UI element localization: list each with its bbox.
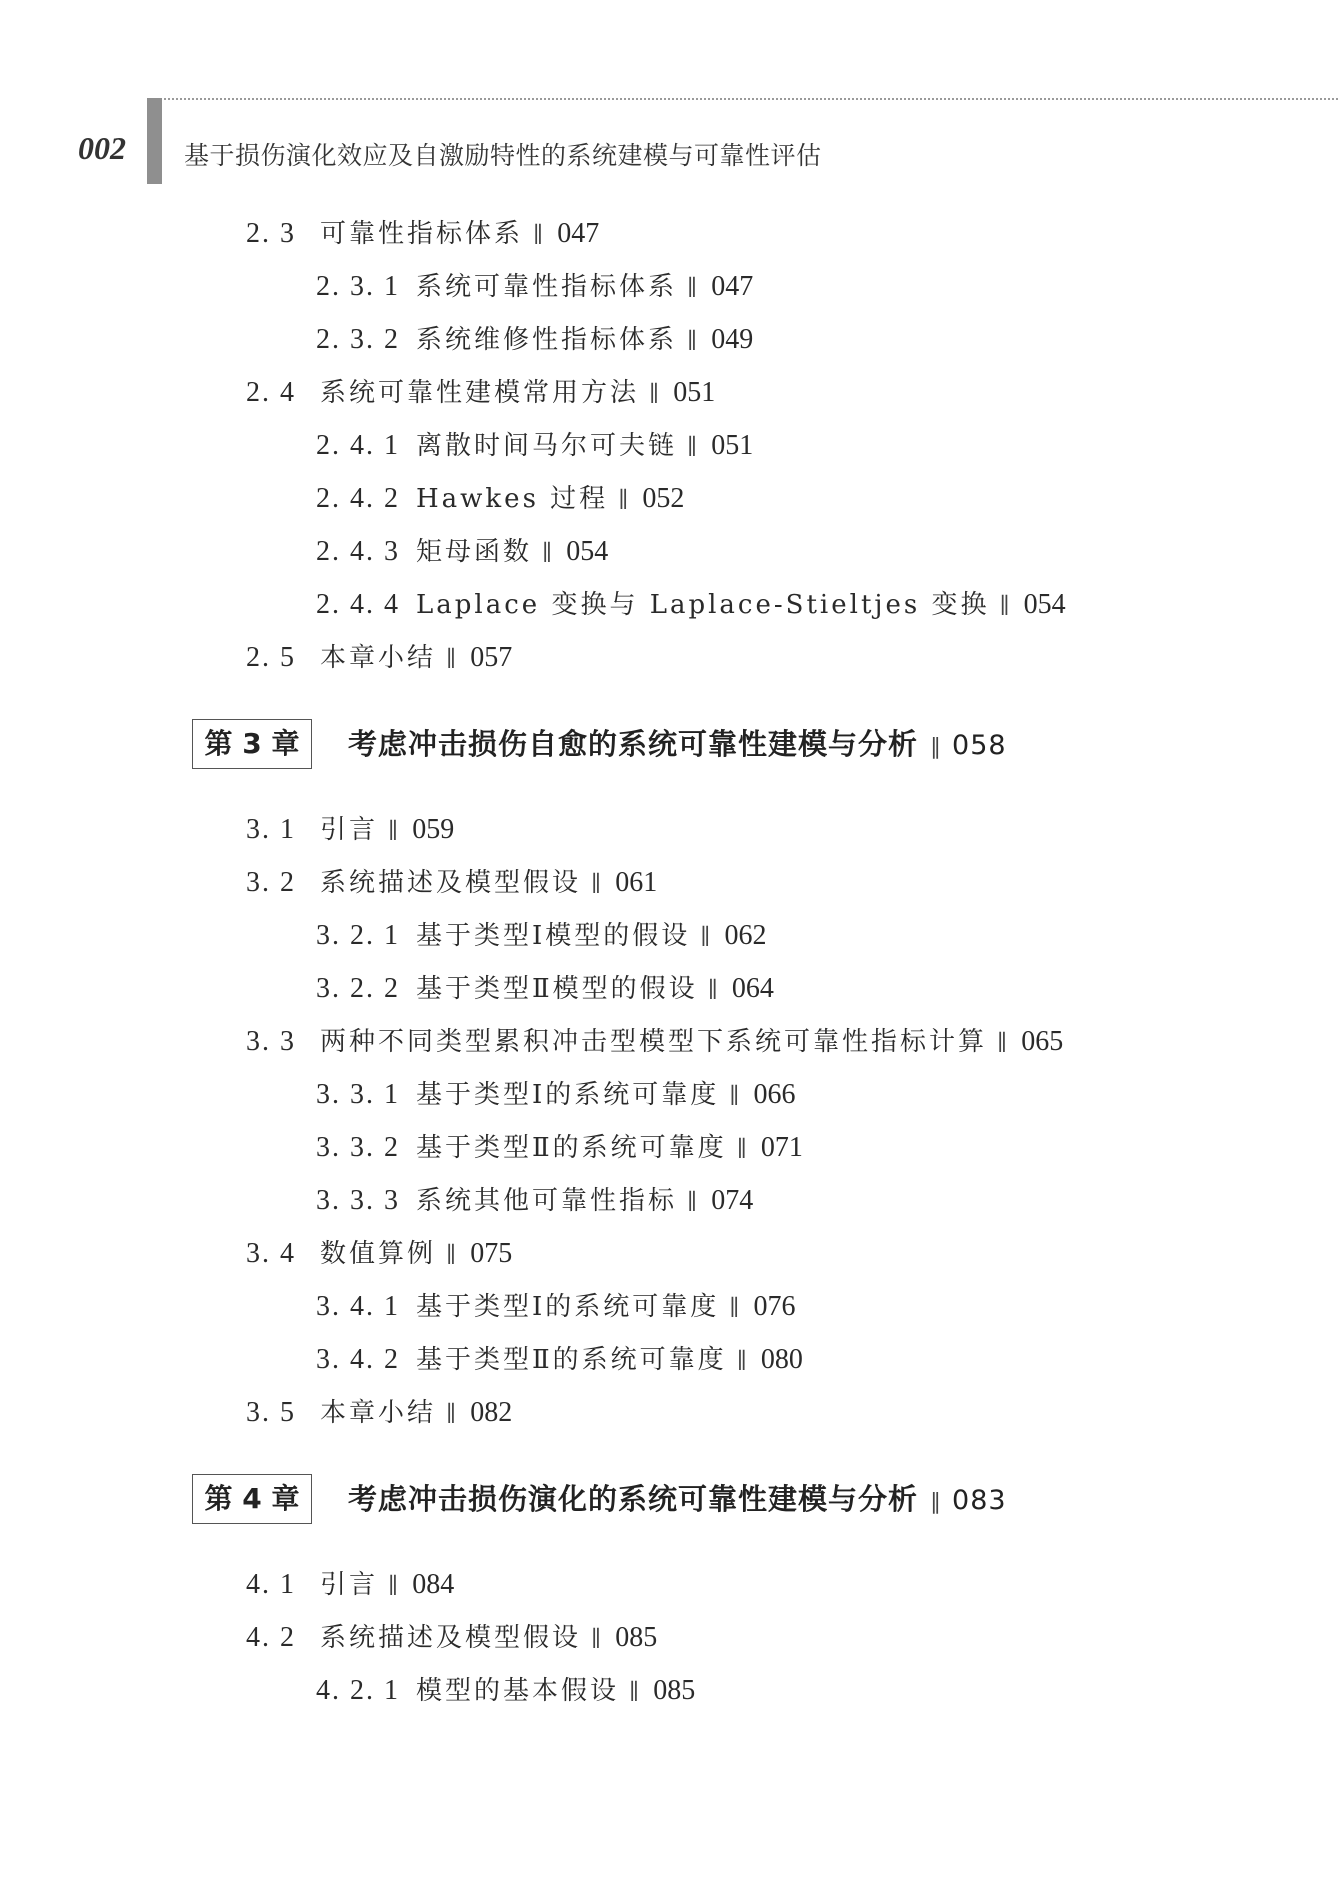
entry-title: 系统其他可靠性指标 — [416, 1186, 678, 1216]
separator: ∥ — [687, 1190, 698, 1215]
entry-title: 引言 — [320, 815, 379, 845]
entry-page: 052 — [642, 483, 685, 514]
entry-number: 4. 2 — [246, 1622, 296, 1653]
toc-entry-subsection[interactable] — [316, 532, 608, 572]
entry-page: 075 — [470, 1238, 513, 1269]
separator: ∥ — [446, 1402, 457, 1427]
entry-number: 3. 4 — [246, 1238, 296, 1269]
entry-page: 066 — [753, 1079, 796, 1110]
toc-entry-subsection[interactable] — [316, 267, 753, 307]
chapter-title: 考虑冲击损伤演化的系统可靠性建模与分析 — [348, 1482, 919, 1516]
entry-page: 049 — [711, 324, 754, 355]
entry-title: 基于类型Ⅰ的系统可靠度 — [416, 1292, 720, 1322]
separator: ∥ — [999, 594, 1010, 619]
toc-entry-subsection[interactable] — [316, 1340, 803, 1380]
toc-entry-subsection[interactable] — [316, 1287, 795, 1327]
book-title: 基于损伤演化效应及自激励特性的系统建模与可靠性评估 — [184, 141, 822, 170]
entry-number: 2. 4. 3 — [316, 536, 400, 567]
toc-entry-section[interactable] — [246, 373, 715, 413]
toc-entry-subsection[interactable] — [316, 916, 766, 956]
entry-title: 系统描述及模型假设 — [320, 868, 582, 898]
entry-page: 074 — [711, 1185, 754, 1216]
entry-title: 系统可靠性建模常用方法 — [320, 378, 640, 408]
entry-page: 059 — [412, 814, 455, 845]
entry-number: 2. 4. 2 — [316, 483, 400, 514]
entry-page: 076 — [753, 1291, 796, 1322]
entry-number: 2. 5 — [246, 642, 296, 673]
entry-title: 引言 — [320, 1570, 379, 1600]
separator: ∥ — [997, 1031, 1008, 1056]
entry-page: 054 — [566, 536, 609, 567]
entry-title: 基于类型Ⅰ的系统可靠度 — [416, 1080, 720, 1110]
entry-number: 2. 3 — [246, 218, 296, 249]
entry-title: 基于类型Ⅱ的系统可靠度 — [416, 1133, 727, 1163]
toc-entry-subsection[interactable] — [316, 479, 684, 519]
entry-number: 2. 4 — [246, 377, 296, 408]
chapter-title: 考虑冲击损伤自愈的系统可靠性建模与分析 — [348, 727, 919, 761]
separator: ∥ — [930, 1490, 943, 1515]
entry-title: 模型的基本假设 — [416, 1676, 620, 1706]
entry-number: 3. 2. 2 — [316, 973, 400, 1004]
separator: ∥ — [736, 1349, 747, 1374]
entry-page: 064 — [731, 973, 774, 1004]
entry-page: 085 — [615, 1622, 658, 1653]
toc-entry-section[interactable] — [246, 1022, 1063, 1062]
entry-page: 061 — [615, 867, 658, 898]
entry-page: 084 — [412, 1569, 455, 1600]
entry-number: 4. 1 — [246, 1569, 296, 1600]
chapter-title-line — [348, 719, 1007, 773]
entry-title: 数值算例 — [320, 1239, 437, 1269]
chapter-label: 第 4 章 — [192, 1474, 312, 1524]
separator: ∥ — [446, 647, 457, 672]
entry-title: 离散时间马尔可夫链 — [416, 431, 678, 461]
separator: ∥ — [687, 329, 698, 354]
separator: ∥ — [930, 735, 943, 760]
entry-page: 062 — [724, 920, 767, 951]
entry-page: 085 — [653, 1675, 696, 1706]
entry-title: 可靠性指标体系 — [320, 219, 524, 249]
entry-number: 3. 4. 2 — [316, 1344, 400, 1375]
entry-number: 2. 4. 4 — [316, 589, 400, 620]
entry-number: 3. 3 — [246, 1026, 296, 1057]
entry-title: 基于类型Ⅱ的系统可靠度 — [416, 1345, 727, 1375]
separator: ∥ — [700, 925, 711, 950]
toc-entry-subsection[interactable] — [316, 320, 753, 360]
toc-entry-section[interactable] — [246, 863, 657, 903]
entry-page: 054 — [1023, 589, 1066, 620]
chapter-page: 058 — [952, 730, 1007, 761]
toc-entry-subsection[interactable] — [316, 1671, 695, 1711]
entry-page: 065 — [1021, 1026, 1064, 1057]
separator: ∥ — [687, 276, 698, 301]
toc-entry-subsection[interactable] — [316, 1181, 753, 1221]
chapter-title-line — [348, 1474, 1007, 1528]
entry-number: 3. 4. 1 — [316, 1291, 400, 1322]
separator: ∥ — [446, 1243, 457, 1268]
toc-entry-subsection[interactable] — [316, 426, 753, 466]
entry-page: 051 — [711, 430, 754, 461]
toc-entry-subsection[interactable] — [316, 1075, 795, 1115]
entry-title: 系统可靠性指标体系 — [416, 272, 678, 302]
toc-entry-section[interactable] — [246, 1565, 454, 1605]
entry-title: 两种不同类型累积冲击型模型下系统可靠性指标计算 — [320, 1027, 988, 1057]
entry-page: 082 — [470, 1397, 513, 1428]
entry-number: 3. 2 — [246, 867, 296, 898]
entry-number: 3. 3. 2 — [316, 1132, 400, 1163]
separator: ∥ — [542, 541, 553, 566]
entry-title: 本章小结 — [320, 1398, 437, 1428]
entry-number: 2. 3. 2 — [316, 324, 400, 355]
entry-title: 系统维修性指标体系 — [416, 325, 678, 355]
page-number: 002 — [78, 130, 126, 166]
entry-number: 3. 2. 1 — [316, 920, 400, 951]
toc-entry-section[interactable] — [246, 1234, 512, 1274]
separator: ∥ — [388, 1574, 399, 1599]
toc-entry-subsection[interactable] — [316, 585, 1066, 625]
toc-entry-subsection[interactable] — [316, 969, 774, 1009]
entry-page: 057 — [470, 642, 513, 673]
entry-number: 3. 3. 1 — [316, 1079, 400, 1110]
entry-number: 2. 4. 1 — [316, 430, 400, 461]
separator: ∥ — [707, 978, 718, 1003]
separator: ∥ — [687, 435, 698, 460]
separator: ∥ — [729, 1296, 740, 1321]
entry-number: 3. 3. 3 — [316, 1185, 400, 1216]
toc-entry-subsection[interactable] — [316, 1128, 803, 1168]
entry-title: Laplace 变换与 Laplace-Stieltjes 变换 — [416, 590, 990, 620]
separator: ∥ — [618, 488, 629, 513]
entry-title: 矩母函数 — [416, 537, 533, 567]
toc-entry-section[interactable] — [246, 810, 454, 850]
entry-number: 2. 3. 1 — [316, 271, 400, 302]
separator: ∥ — [591, 1627, 602, 1652]
separator: ∥ — [649, 382, 660, 407]
entry-page: 080 — [760, 1344, 803, 1375]
entry-page: 047 — [711, 271, 754, 302]
separator: ∥ — [533, 223, 544, 248]
chapter-label: 第 3 章 — [192, 719, 312, 769]
separator: ∥ — [736, 1137, 747, 1162]
entry-title: 系统描述及模型假设 — [320, 1623, 582, 1653]
toc-entry-section[interactable] — [246, 214, 599, 254]
entry-number: 3. 1 — [246, 814, 296, 845]
separator: ∥ — [591, 872, 602, 897]
toc-entry-section[interactable] — [246, 638, 512, 678]
entry-title: 基于类型Ⅱ模型的假设 — [416, 974, 698, 1004]
entry-title: Hawkes 过程 — [416, 484, 609, 514]
separator: ∥ — [729, 1084, 740, 1109]
separator: ∥ — [388, 819, 399, 844]
header-dotted-rule — [160, 98, 1338, 100]
entry-title: 本章小结 — [320, 643, 437, 673]
toc-entry-section[interactable] — [246, 1618, 657, 1658]
entry-page: 051 — [673, 377, 716, 408]
entry-number: 3. 5 — [246, 1397, 296, 1428]
entry-page: 047 — [557, 218, 600, 249]
entry-page: 071 — [760, 1132, 803, 1163]
entry-title: 基于类型Ⅰ模型的假设 — [416, 921, 691, 951]
header-side-bar — [147, 98, 162, 184]
entry-number: 4. 2. 1 — [316, 1675, 400, 1706]
chapter-page: 083 — [952, 1485, 1007, 1516]
toc-entry-section[interactable] — [246, 1393, 512, 1433]
separator: ∥ — [629, 1680, 640, 1705]
